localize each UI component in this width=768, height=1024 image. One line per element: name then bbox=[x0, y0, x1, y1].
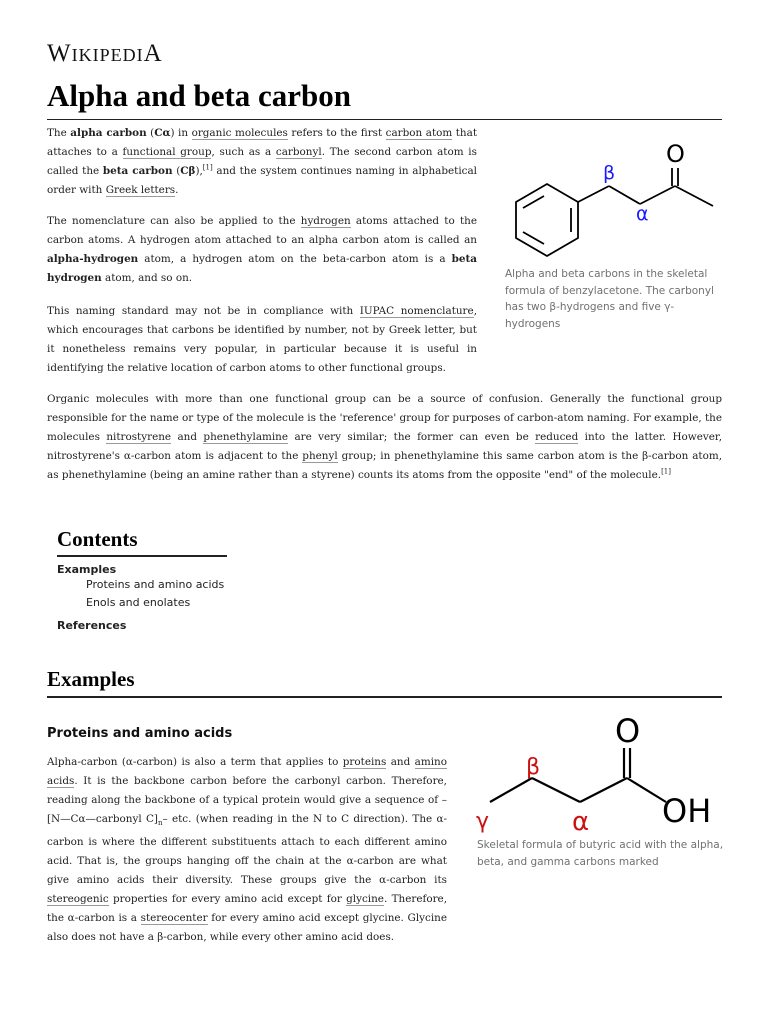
alpha-hydrogen-term: alpha-hydrogen bbox=[47, 253, 139, 265]
link-proteins[interactable]: proteins bbox=[342, 756, 387, 768]
intro-paragraph-1: The alpha carbon (Cα) in organic molecules refers to the first carbon atom that attaches to a functional group, such as a carbonyl. The second carbon atom is called the beta carbon (Cβ),[1] and the system continues naming in alphabetical order with Greek letters. bbox=[47, 127, 477, 196]
link-phenyl[interactable]: phenyl bbox=[302, 450, 338, 462]
intro-paragraph-4: Organic molecules with more than one functional group can be a source of confusion. Generally the functional group responsible for the name or type of the molecule is the 'reference' group for purposes of carbon-atom naming. For example, the molecules nitrostyrene and phenethylamine are very similar; the former can even be reduced into the latter. However, nitrostyrene's α-carbon atom is adjacent to the phenyl group; in phenethylamine this same carbon atom is the β-carbon atom, as phenethylamine (being an amine rather than a styrene) counts its atoms from the opposite "end" of the molecule.[1] bbox=[47, 393, 722, 481]
link-iupac-nomenclature[interactable]: IUPAC nomenclature bbox=[359, 305, 474, 317]
link-nitrostyrene[interactable]: nitrostyrene bbox=[106, 431, 172, 443]
link-greek-letters[interactable]: Greek letters bbox=[105, 184, 176, 196]
link-stereocenter[interactable]: stereocenter bbox=[140, 912, 208, 925]
citation-1b[interactable]: [1] bbox=[661, 467, 671, 476]
alpha-carbon-term: alpha carbon bbox=[70, 127, 147, 139]
wordmark-a: A bbox=[143, 40, 163, 67]
figure-butyric-acid bbox=[470, 708, 730, 878]
link-phenethylamine[interactable]: phenethylamine bbox=[203, 431, 289, 443]
benzylacetone-structure[interactable] bbox=[500, 130, 730, 270]
butyric-acid-structure[interactable] bbox=[470, 708, 730, 836]
wordmark-w: W bbox=[47, 40, 72, 67]
wordmark-mid: IKIPEDI bbox=[71, 45, 144, 65]
figure2-caption: Skeletal formula of butyric acid with the alpha, beta, and gamma carbons marked bbox=[477, 839, 724, 868]
subscript-n: n bbox=[157, 819, 163, 828]
toc-item-enols[interactable]: Enols and enolates bbox=[86, 596, 191, 609]
link-functional-group[interactable]: functional group bbox=[122, 146, 212, 158]
fig2-oh-label: OH bbox=[662, 792, 712, 830]
intro-paragraph-3: This naming standard may not be in compliance with IUPAC nomenclature, which encourages that carbons be identified by number, not by Greek letter, but it nonetheless remains very popular, in particular because it is useful in identifying the relative location of carbon atoms to other functional groups. bbox=[47, 305, 477, 374]
fig1-alpha-label: α bbox=[636, 203, 649, 225]
toc-item-references[interactable]: References bbox=[57, 619, 127, 632]
wikipedia-wordmark[interactable] bbox=[47, 40, 163, 68]
fig2-alpha-label: α bbox=[572, 807, 590, 836]
beta-carbon-term: beta carbon bbox=[102, 165, 173, 177]
link-reduced[interactable]: reduced bbox=[535, 431, 579, 443]
toc-item-proteins[interactable]: Proteins and amino acids bbox=[86, 578, 225, 591]
link-organic-molecules[interactable]: organic molecules bbox=[191, 127, 288, 139]
fig1-beta-label: β bbox=[603, 162, 616, 184]
fig2-gamma-label: γ bbox=[476, 809, 490, 834]
beta-hydrogen-term: beta hydrogen bbox=[47, 253, 477, 284]
link-carbon-atom[interactable]: carbon atom bbox=[385, 127, 453, 139]
link-stereogenic[interactable]: stereogenic bbox=[47, 893, 109, 906]
link-hydrogen[interactable]: hydrogen bbox=[300, 215, 351, 227]
fig1-oxygen-label: O bbox=[666, 140, 685, 168]
link-glycine[interactable]: glycine bbox=[346, 893, 384, 906]
link-amino-acids[interactable]: amino acids bbox=[47, 756, 447, 787]
fig2-beta-label: β bbox=[526, 755, 541, 780]
fig2-oxygen-label: O bbox=[615, 712, 641, 750]
toc-title: Contents bbox=[57, 526, 227, 557]
figure1-caption: Alpha and beta carbons in the skeletal formula of benzylacetone. The carbonyl has two β-hydrogens and five γ-hydrogens bbox=[505, 268, 714, 330]
page-title: Alpha and beta carbon bbox=[47, 77, 722, 120]
link-carbonyl[interactable]: carbonyl bbox=[275, 146, 322, 158]
intro-paragraph-2: The nomenclature can also be applied to the hydrogen atoms attached to the carbon atoms. A hydrogen atom attached to an alpha carbon atom is called an alpha-hydrogen atom, a hydrogen atom on the beta-carbon atom is a beta hydrogen atom, and so on. bbox=[47, 215, 477, 284]
figure-benzylacetone bbox=[500, 130, 730, 330]
proteins-paragraph: Alpha-carbon (α-carbon) is also a term that applies to proteins and amino acids. It is the backbone carbon before the carbonyl carbon. Therefore, reading along the backbone of a typical protein would give a sequence of –[N—Cα—carbonyl $C]_n-$ etc. (when reading in the N to C direction). The α-carbon is where the different substituents attach to each different amino acid. That is, the groups hanging off the chain at the α-carbon are what give amino acids their diversity. These groups give the α-carbon its stereogenic properties for every amino acid except for glycine. Therefore, the α-carbon is a stereocenter for every amino acid except glycine. Glycine also does not have a β-carbon, while every other amino acid does. bbox=[47, 756, 448, 944]
c-alpha-term: Cα bbox=[154, 127, 171, 139]
toc-item-examples[interactable]: Examples bbox=[57, 563, 117, 576]
subsection-heading-proteins: Proteins and amino acids bbox=[47, 726, 233, 741]
section-heading-examples: Examples bbox=[47, 666, 722, 698]
citation-1[interactable]: [1] bbox=[202, 163, 213, 172]
c-beta-term: Cβ bbox=[180, 165, 196, 177]
